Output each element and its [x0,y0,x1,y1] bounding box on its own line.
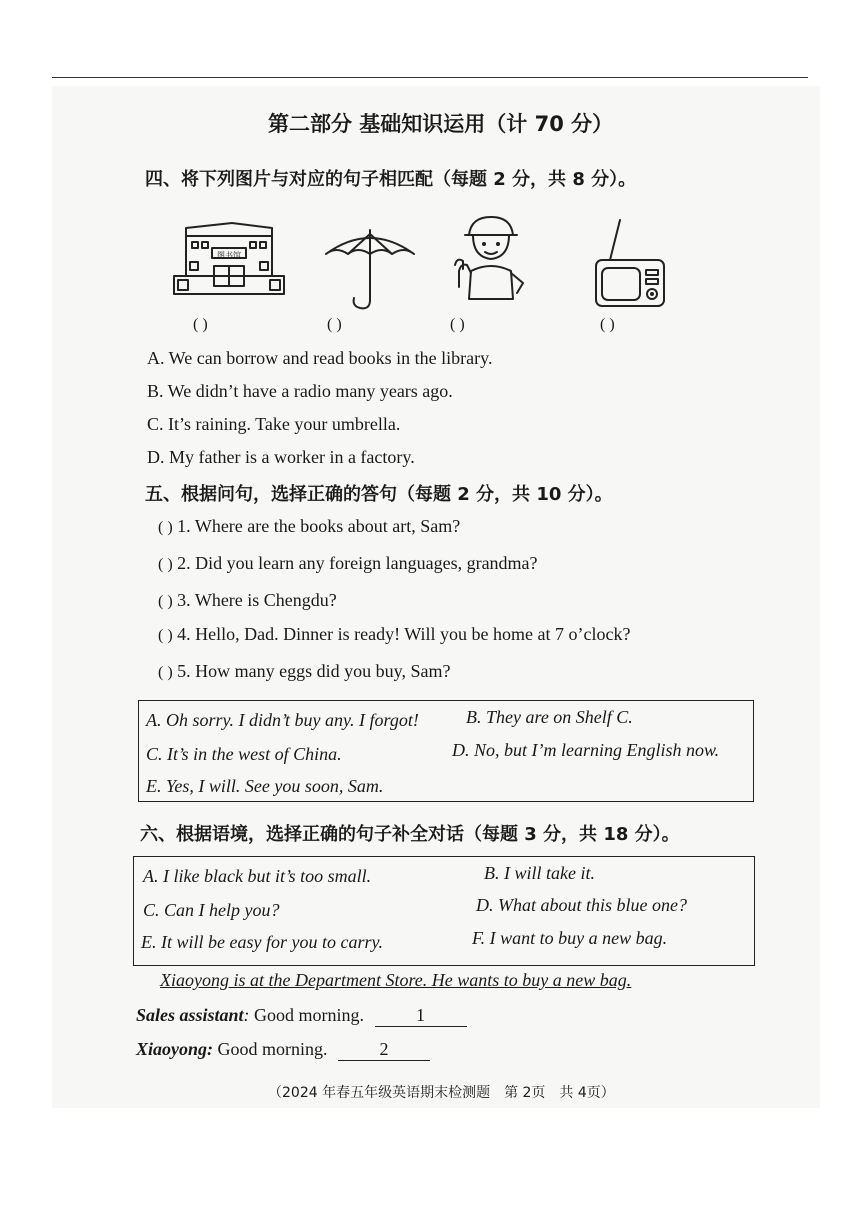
dialogue-option-c: C. Can I help you? [143,900,280,920]
section6-title: 六、根据语境，选择正确的句子补全对话（每题 3 分，共 18 分）。 [140,824,680,845]
answer-option-d: D. No, but I’m learning English now. [452,740,720,760]
library-picture [172,222,288,303]
dialogue-option-f: F. I want to buy a new bag. [472,928,668,948]
dialogue-text: Good morning. [254,1005,365,1025]
speaker-name: Sales assistant [136,1005,244,1025]
section4-option-d: D. My father is a worker in a factory. [147,447,415,467]
worker-picture [447,213,533,308]
answer-paren[interactable]: ( ) [158,556,173,573]
section4-option-b: B. We didn’t have a radio many years ago. [147,381,453,401]
section5-title: 五、根据问句，选择正确的答句（每题 2 分，共 10 分）。 [145,484,613,505]
section5-question-1 [158,516,460,537]
section5-question-2 [158,553,538,574]
answer-blank-1[interactable]: 1 [375,1005,467,1027]
section4-option-a: A. We can borrow and read books in the library. [147,348,493,368]
answer-paren[interactable]: ( ) [158,593,173,610]
section5-question-3 [158,590,337,611]
umbrella-picture [322,228,418,317]
answer-option-e: E. Yes, I will. See you soon, Sam. [146,776,384,796]
library-sign: 图书馆 [217,251,241,260]
dialogue-context: Xiaoyong is at the Department Store. He wants to buy a new bag. [160,970,632,990]
answer-paren-2[interactable]: ( ) [327,316,342,333]
answer-paren-3[interactable]: ( ) [450,316,465,333]
answer-paren-4[interactable]: ( ) [600,316,615,333]
section5-question-5 [158,661,450,682]
answer-paren-1[interactable]: ( ) [193,316,208,333]
section4-option-c: C. It’s raining. Take your umbrella. [147,414,401,434]
dialogue-option-e: E. It will be easy for you to carry. [141,932,383,952]
question-text: 2. Did you learn any foreign languages, grandma? [177,553,538,573]
answer-option-b: B. They are on Shelf C. [466,707,633,727]
question-text: 1. Where are the books about art, Sam? [177,516,461,536]
radio-picture [590,218,670,315]
answer-option-c: C. It’s in the west of China. [146,744,342,764]
top-rule [52,77,808,78]
section4-title: 四、将下列图片与对应的句子相匹配（每题 2 分，共 8 分）。 [145,169,637,190]
part-title: 第二部分 基础知识运用（计 70 分） [268,112,614,136]
dialogue-text: Good morning. [217,1039,328,1059]
speaker-separator: : [207,1039,214,1059]
answer-paren[interactable]: ( ) [158,664,173,681]
answer-paren[interactable]: ( ) [158,627,173,644]
speaker-separator: : [243,1005,250,1025]
dialogue-option-b: B. I will take it. [484,863,595,883]
answer-paren[interactable]: ( ) [158,519,173,536]
dialogue-line-2 [136,1039,430,1061]
question-text: 4. Hello, Dad. Dinner is ready! Will you be home at 7 o’clock? [177,624,631,644]
dialogue-option-a: A. I like black but it’s too small. [143,866,372,886]
answer-option-a: A. Oh sorry. I didn’t buy any. I forgot! [146,710,419,730]
dialogue-line-1 [136,1005,467,1027]
speaker-name: Xiaoyong [136,1039,208,1059]
question-text: 5. How many eggs did you buy, Sam? [177,661,451,681]
answer-blank-2[interactable]: 2 [338,1039,430,1061]
page-footer: （2024 年春五年级英语期末检测题 第 2页 共 4页） [268,1085,615,1101]
section5-question-4 [158,624,630,645]
question-text: 3. Where is Chengdu? [177,590,337,610]
dialogue-option-d: D. What about this blue one? [476,895,687,915]
